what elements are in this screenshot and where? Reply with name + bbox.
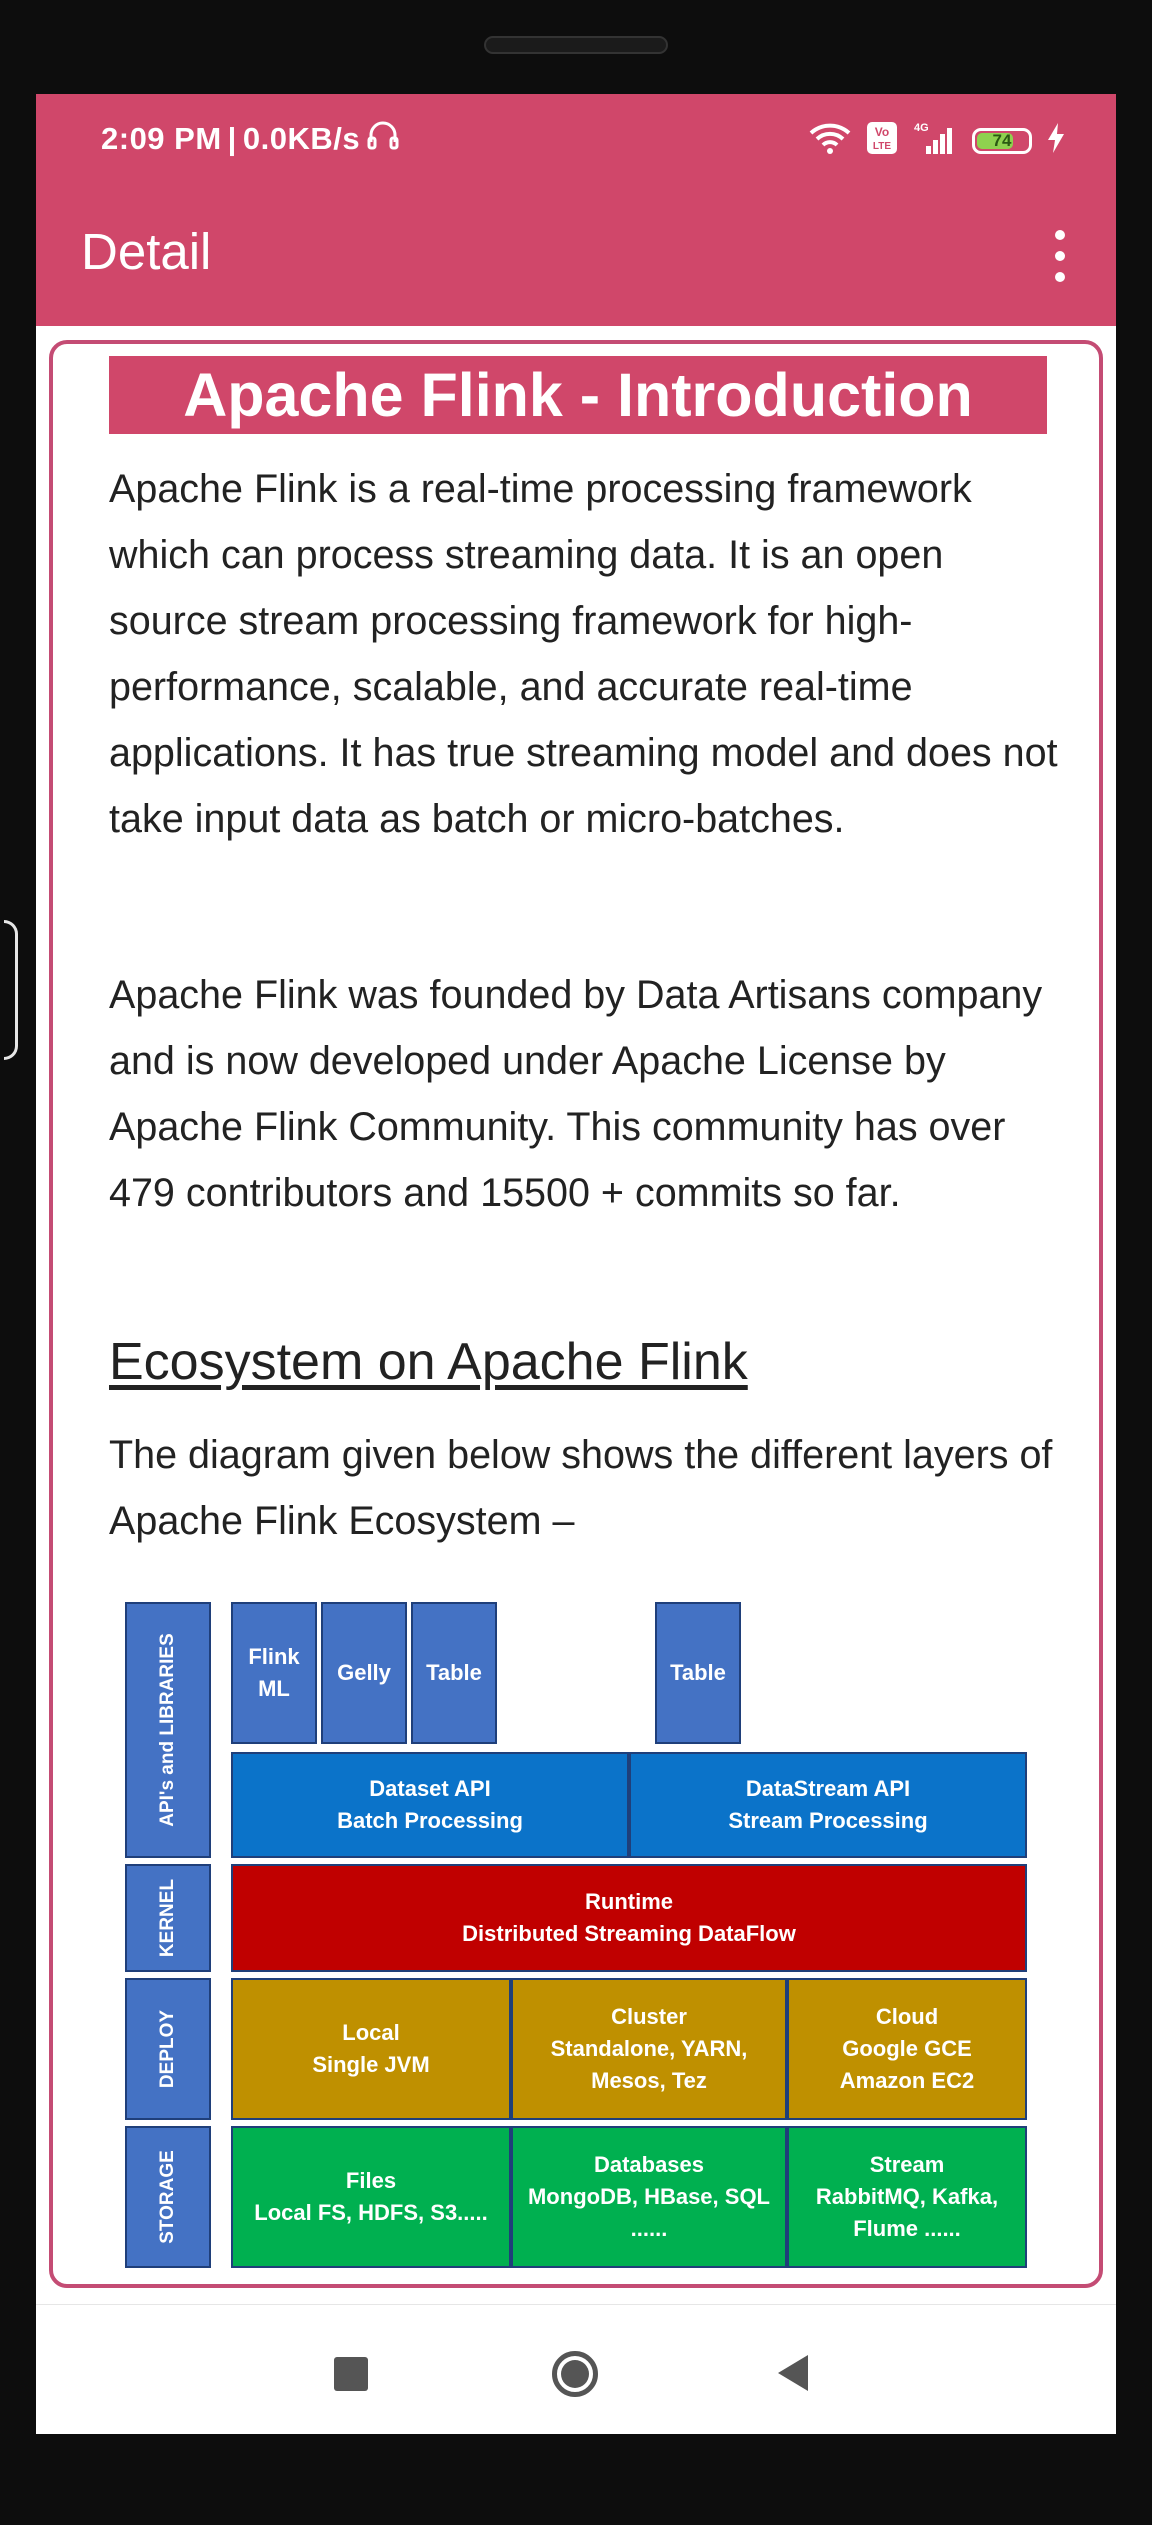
status-separator: | <box>227 121 237 156</box>
svg-text:LTE: LTE <box>872 141 892 152</box>
section-text: The diagram given below shows the different layers of Apache Flink Ecosystem – <box>109 1433 1053 1543</box>
svg-text:Vo: Vo <box>874 125 890 139</box>
recents-icon[interactable] <box>334 2357 368 2391</box>
article-paragraph-1: Apache Flink is a real-time processing framework which can process streaming data. It is an open source stream processing framework for high-performance, scalable, and accurate real-time applications. It has true streaming model and does not take input data as batch or micro-batches. <box>109 467 1058 841</box>
home-icon-inner <box>561 2360 589 2388</box>
block-gelly: Gelly <box>321 1602 407 1744</box>
navigation-bar <box>36 2304 1116 2434</box>
status-left <box>101 120 400 158</box>
page-title: Detail <box>81 223 212 280</box>
block-datastream-api: DataStream API Stream Processing <box>629 1752 1027 1858</box>
block-table-2: Table <box>655 1602 741 1744</box>
battery-icon <box>972 128 1032 154</box>
block-files: Files Local FS, HDFS, S3..... <box>231 2126 511 2268</box>
dot <box>1055 251 1065 261</box>
layer-label-apis: API's and LIBRARIES <box>125 1602 211 1858</box>
block-databases: Databases MongoDB, HBase, SQL ...... <box>511 2126 787 2268</box>
section-heading: Ecosystem on Apache Flink <box>109 1333 748 1391</box>
block-runtime: Runtime Distributed Streaming DataFlow <box>231 1864 1027 1972</box>
more-vert-icon[interactable] <box>1038 224 1082 288</box>
home-icon[interactable] <box>552 2351 598 2397</box>
block-cloud: Cloud Google GCE Amazon EC2 <box>787 1978 1027 2120</box>
layer-label-kernel: KERNEL <box>125 1864 211 1972</box>
edge-swipe-handle[interactable] <box>4 920 18 1060</box>
status-right <box>808 120 1066 161</box>
svg-text:4G: 4G <box>914 122 929 134</box>
screen <box>36 94 1116 2434</box>
dot <box>1055 230 1065 240</box>
speaker-grille <box>484 36 668 54</box>
battery-level: 74 <box>992 130 1012 150</box>
signal-icon <box>912 120 958 161</box>
dot <box>1055 272 1065 282</box>
article-title: Apache Flink - Introduction <box>109 356 1047 434</box>
bottom-bezel <box>0 2434 1152 2525</box>
block-table-1: Table <box>411 1602 497 1744</box>
block-flink-ml: Flink ML <box>231 1602 317 1744</box>
back-icon[interactable] <box>778 2355 808 2391</box>
layer-label-deploy: DEPLOY <box>125 1978 211 2120</box>
block-cluster: Cluster Standalone, YARN, Mesos, Tez <box>511 1978 787 2120</box>
block-local: Local Single JVM <box>231 1978 511 2120</box>
wifi-icon <box>808 121 852 160</box>
article-card[interactable] <box>49 340 1103 2288</box>
headphones-icon <box>366 120 400 158</box>
layer-label-storage: STORAGE <box>125 2126 211 2268</box>
block-stream: Stream RabbitMQ, Kafka, Flume ...... <box>787 2126 1027 2268</box>
block-dataset-api: Dataset API Batch Processing <box>231 1752 629 1858</box>
ecosystem-diagram <box>109 1602 1077 2288</box>
status-bar <box>36 94 1116 194</box>
app-bar <box>36 194 1116 326</box>
article-paragraph-2: Apache Flink was founded by Data Artisans company and is now developed under Apache License by Apache Flink Community. This community has over 479 contributors and 15500 + commits so far. <box>109 973 1043 1215</box>
status-time: 2:09 PM <box>101 121 222 156</box>
volte-icon <box>866 121 898 160</box>
status-speed: 0.0KB/s <box>242 121 361 156</box>
charging-icon <box>1046 122 1066 159</box>
